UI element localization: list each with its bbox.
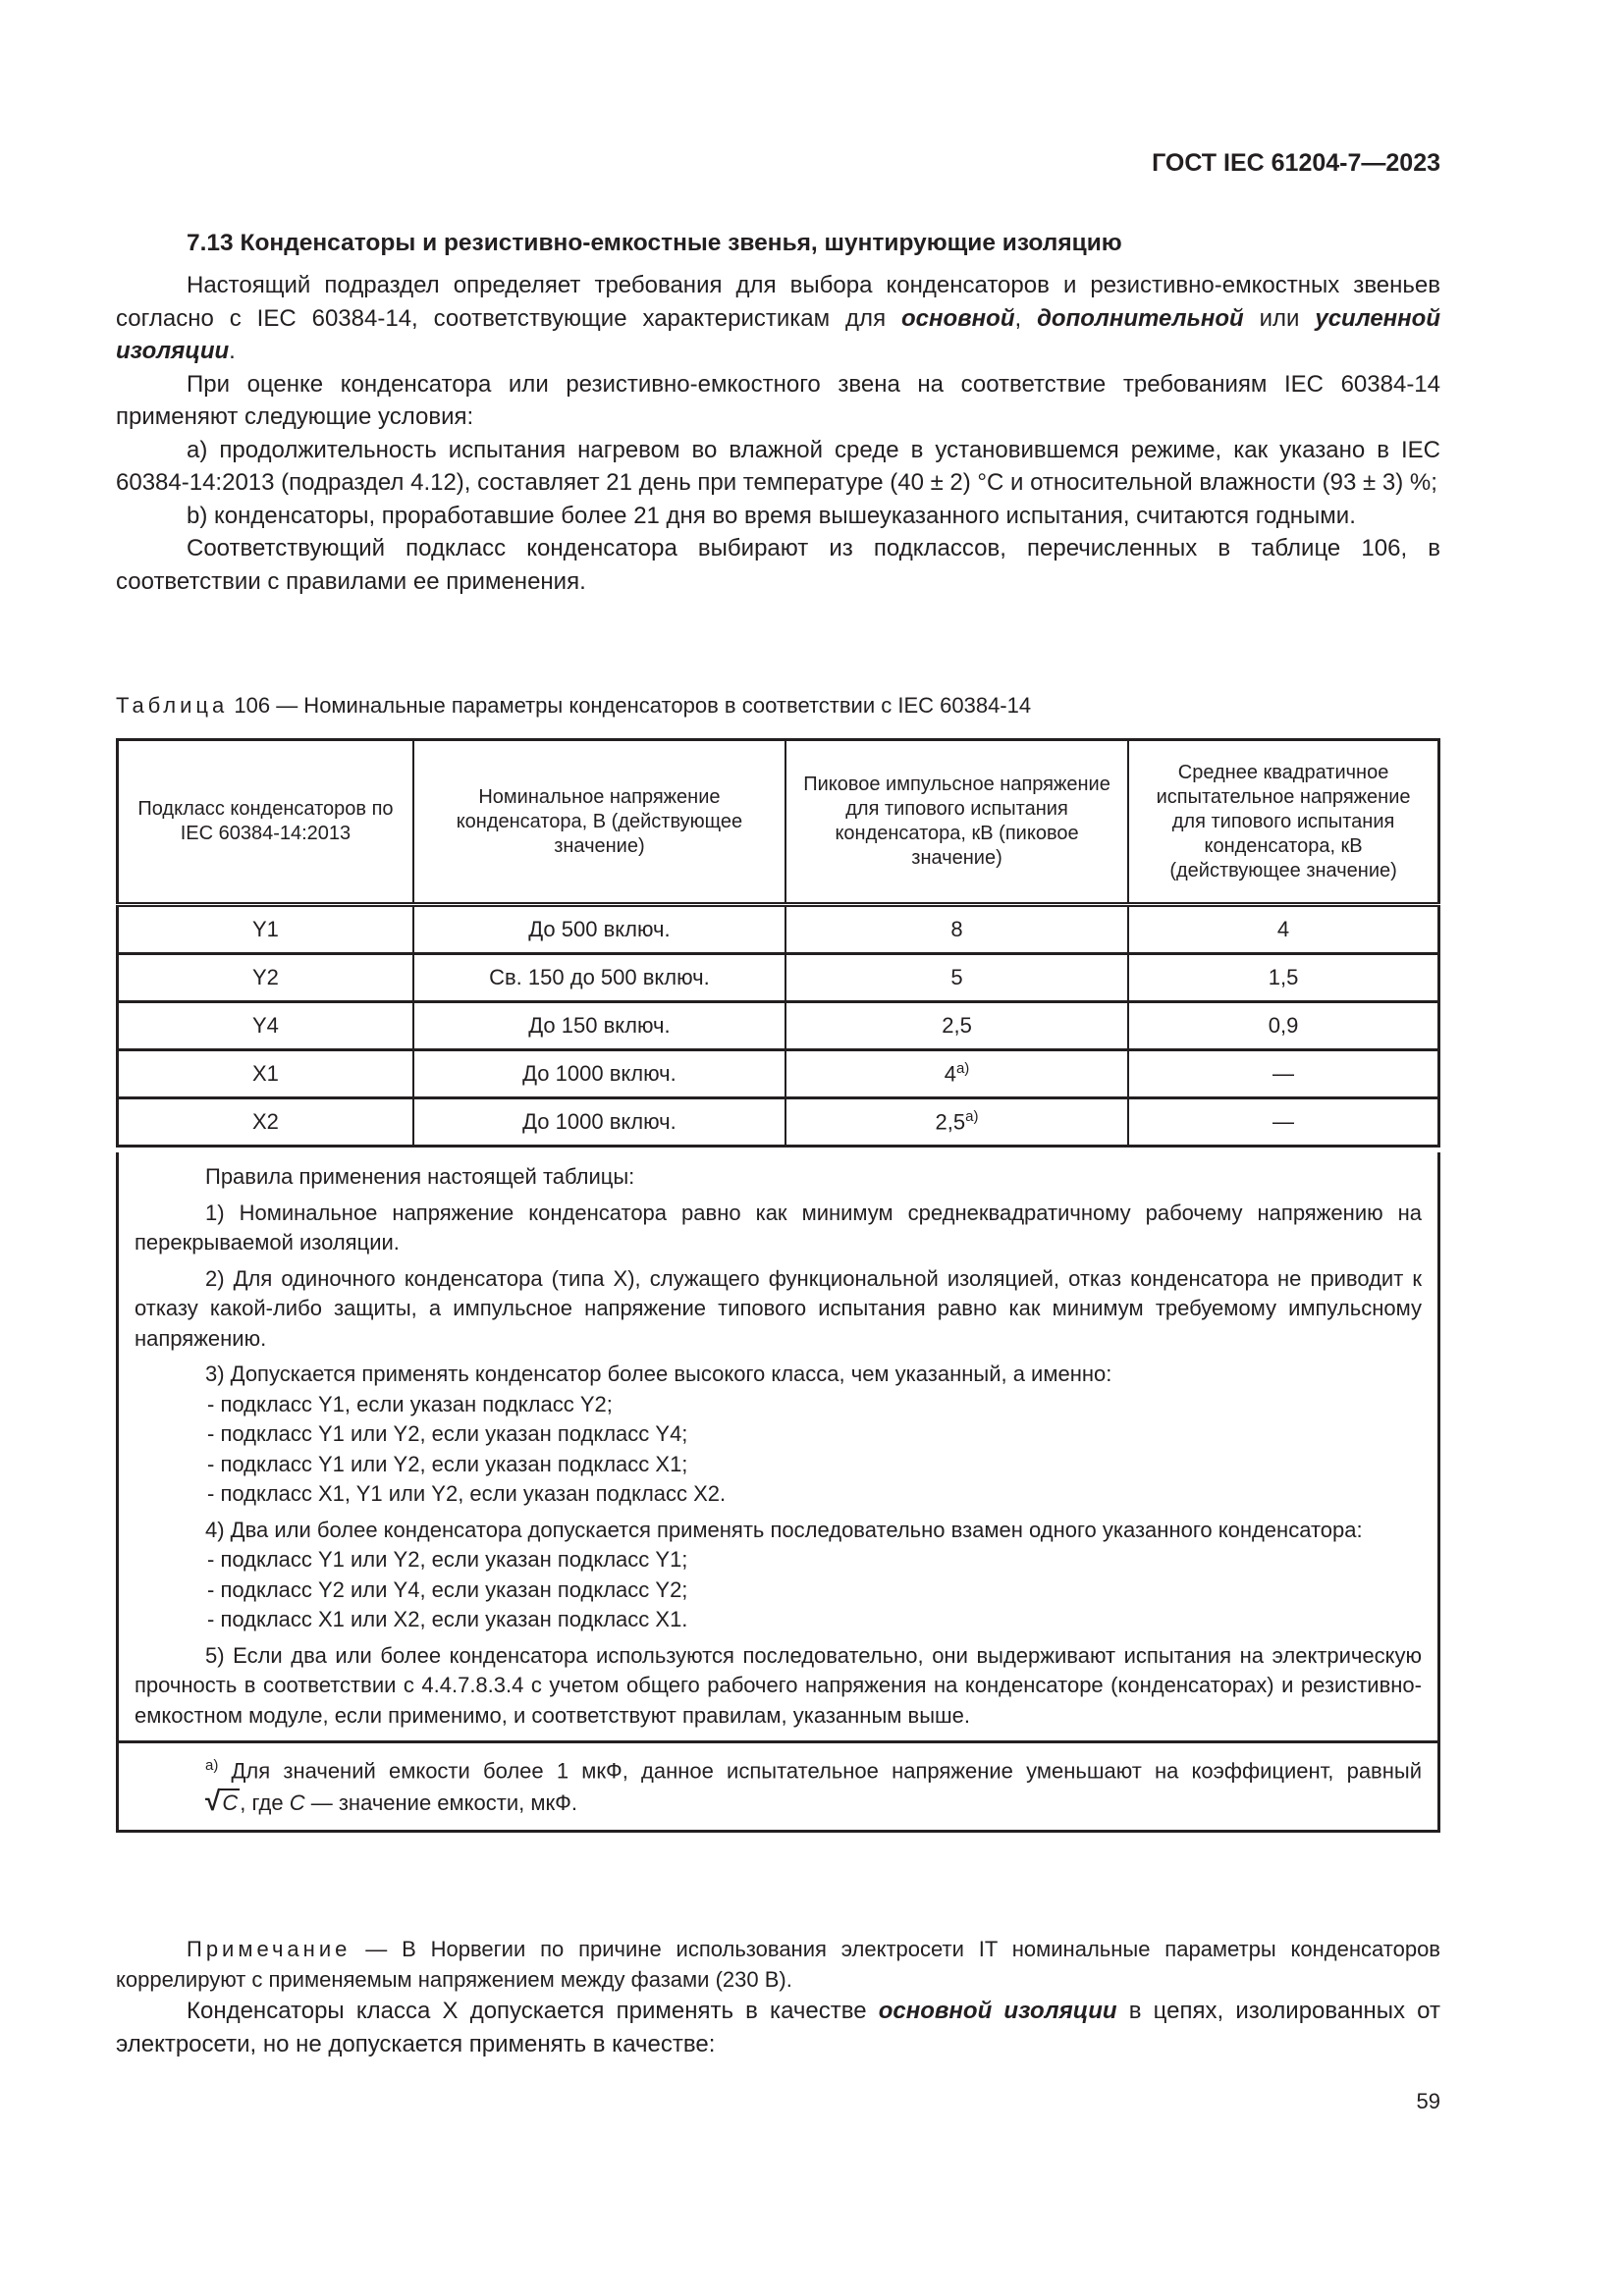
section-body xyxy=(116,269,1440,598)
cell-subclass: Y4 xyxy=(118,1002,413,1050)
note xyxy=(116,1934,1440,1995)
table-row xyxy=(118,954,1439,1002)
table-notes xyxy=(116,1152,1440,1833)
table-row xyxy=(118,1098,1439,1147)
text-run: в цепях, изолированных от электросети, но не допускается применять в качестве: xyxy=(116,1998,1440,2057)
cell-rms: — xyxy=(1128,1050,1438,1098)
rule-3-item: - подкласс Y1, если указан подкласс Y2; xyxy=(207,1391,613,1416)
peak-value: 8 xyxy=(950,917,963,941)
rule-1: 1) Номинальное напряжение конденсатора равно как минимум среднеквадратичному рабочему напряжению на перекрываемой изоляции. xyxy=(135,1200,1422,1255)
text-run: , где xyxy=(240,1789,290,1815)
emphasis-basic-insulation: основной изоляции xyxy=(878,1998,1117,2024)
cell-subclass: X1 xyxy=(118,1050,413,1098)
page-number: 59 xyxy=(1416,2089,1440,2113)
text-run: Настоящий подраздел определяет требования для выбора конденсаторов и резистивно-емкостных звеньев согласно с IEC 60384-14, соответствующие характеристикам для xyxy=(116,272,1440,332)
peak-value: 2,5 xyxy=(935,1109,966,1135)
rule-5: 5) Если два или более конденсатора используются последовательно, они выдерживают испытания на электрическую прочность в соответствии с 4.4.7.8.3.4 с учетом общего рабочего напряжения на конденсаторе (конденсаторах) и резистивно-емкостном модуле, если применимо, и соответствуют правилам, указанным выше. xyxy=(135,1642,1422,1728)
cell-voltage: До 1000 включ. xyxy=(413,1050,785,1098)
cell-peak xyxy=(785,954,1128,1002)
cell-voltage: До 150 включ. xyxy=(413,1002,785,1050)
cell-subclass: Y1 xyxy=(118,905,413,954)
peak-value: 2,5 xyxy=(942,1013,972,1038)
text-run: Конденсаторы класса X допускается применять в качестве xyxy=(187,1998,879,2024)
emphasis-reinforced: усиленной изоляции xyxy=(116,304,1440,364)
paragraph-scope xyxy=(116,269,1440,368)
cell-voltage: Св. 150 до 500 включ. xyxy=(413,954,785,1002)
table-row xyxy=(118,905,1439,954)
capacitor-table xyxy=(116,738,1440,1148)
variable: C xyxy=(289,1789,305,1815)
table-header-row xyxy=(118,740,1439,905)
paragraph-subclass: Соответствующий подкласс конденсатора выбирают из подклассов, перечисленных в таблице 106, в соответствии с правилами ее применения. xyxy=(116,535,1440,595)
note-text: — В Норвегии по причине использования электросети IT номинальные параметры конденсаторов коррелируют с применяемым напряжением между фазами (230 В). xyxy=(116,1937,1440,1992)
peak-value: 4 xyxy=(944,1061,956,1087)
text-run: или xyxy=(1243,304,1316,332)
caption-text: 106 — Номинальные параметры конденсаторов в соответствии с IEC 60384-14 xyxy=(228,693,1032,718)
rule-4-item: - подкласс Y2 или Y4, если указан подкласс Y2; xyxy=(207,1576,688,1602)
square-root-formula xyxy=(135,1787,240,1819)
note-paragraph xyxy=(116,1934,1440,1995)
cell-peak xyxy=(785,1050,1128,1098)
condition-b: b) конденсаторы, проработавшие более 21 дня во время вышеуказанного испытания, считаются годными. xyxy=(187,502,1356,529)
rule-3-item: - подкласс X1, Y1 или Y2, если указан подкласс X2. xyxy=(207,1481,727,1506)
cell-peak xyxy=(785,1098,1128,1147)
footnote-ref: а) xyxy=(965,1108,979,1126)
text-run: . xyxy=(229,338,236,364)
table-row xyxy=(118,1050,1439,1098)
emphasis-basic: основной xyxy=(901,304,1015,332)
note-label: Примечание xyxy=(187,1937,352,1961)
table-caption xyxy=(116,693,1031,719)
cell-rms: 4 xyxy=(1128,905,1438,954)
rule-3-item: - подкласс Y1 или Y2, если указан подкласс Y4; xyxy=(207,1421,688,1446)
cell-rms: — xyxy=(1128,1098,1438,1147)
condition-a: a) продолжительность испытания нагревом во влажной среде в установившемся режиме, как указано в IEC 60384-14:2013 (подраздел 4.12), составляет 21 день при температуре (40 ± 2) °С и относительной влажности (93 ± 3) %; xyxy=(116,436,1440,496)
paragraph-class-x xyxy=(116,1995,1440,2060)
header-rms-voltage: Среднее квадратичное испытательное напряжение для типового испытания конденсатора, кВ (действующее значение) xyxy=(1128,740,1438,905)
final-paragraph xyxy=(116,1995,1440,2060)
cell-voltage: До 500 включ. xyxy=(413,905,785,954)
text-run: Для значений емкости более 1 мкФ, данное испытательное напряжение уменьшают на коэффициент, равный xyxy=(218,1758,1422,1784)
text-run: , xyxy=(1014,304,1038,332)
caption-word: Таблица xyxy=(116,693,229,718)
table-footnote xyxy=(119,1743,1437,1830)
radicand: C xyxy=(222,1789,239,1815)
table-rules xyxy=(119,1152,1437,1743)
rule-3: 3) Допускается применять конденсатор более высокого класса, чем указанный, а именно: xyxy=(205,1362,1112,1386)
table-row xyxy=(118,1002,1439,1050)
cell-peak xyxy=(785,905,1128,954)
cell-subclass: Y2 xyxy=(118,954,413,1002)
peak-value: 5 xyxy=(950,965,963,989)
header-subclass: Подкласс конденсаторов по IEC 60384-14:2013 xyxy=(118,740,413,905)
footnote-text xyxy=(135,1751,1422,1818)
rule-4-item: - подкласс X1 или X2, если указан подкласс X1. xyxy=(207,1607,688,1631)
rules-title: Правила применения настоящей таблицы: xyxy=(205,1164,635,1189)
cell-rms: 0,9 xyxy=(1128,1002,1438,1050)
emphasis-supplementary: дополнительной xyxy=(1037,304,1244,332)
paragraph-conditions: При оценке конденсатора или резистивно-емкостного звена на соответствие требованиям IEC 60384-14 применяют следующие условия: xyxy=(116,370,1440,430)
section-heading: 7.13 Конденсаторы и резистивно-емкостные звенья, шунтирующие изоляцию xyxy=(187,230,1122,256)
rule-4-item: - подкласс Y1 или Y2, если указан подкласс Y1; xyxy=(207,1547,688,1572)
header-rated-voltage: Номинальное напряжение конденсатора, В (действующее значение) xyxy=(413,740,785,905)
header-peak-voltage: Пиковое импульсное напряжение для типового испытания конденсатора, кВ (пиковое значение) xyxy=(785,740,1128,905)
radical-sign: √ xyxy=(205,1785,221,1816)
text-run: — значение емкости, мкФ. xyxy=(304,1789,577,1815)
cell-peak xyxy=(785,1002,1128,1050)
rule-2: 2) Для одиночного конденсатора (типа X), служащего функциональной изоляцией, отказ конденсатора не приводит к отказу какой-либо защиты, а импульсное напряжение типового испытания равно как минимум требуемому импульсному напряжению. xyxy=(135,1265,1422,1351)
footnote-mark: а) xyxy=(205,1757,219,1774)
document-header-id: ГОСТ IEC 61204-7—2023 xyxy=(1152,149,1440,177)
footnote-ref: а) xyxy=(955,1060,970,1078)
rule-4: 4) Два или более конденсатора допускается применять последовательно взамен одного указанного конденсатора: xyxy=(205,1517,1363,1542)
cell-voltage: До 1000 включ. xyxy=(413,1098,785,1147)
rule-3-item: - подкласс Y1 или Y2, если указан подкласс X1; xyxy=(207,1451,688,1476)
cell-subclass: X2 xyxy=(118,1098,413,1147)
cell-rms: 1,5 xyxy=(1128,954,1438,1002)
